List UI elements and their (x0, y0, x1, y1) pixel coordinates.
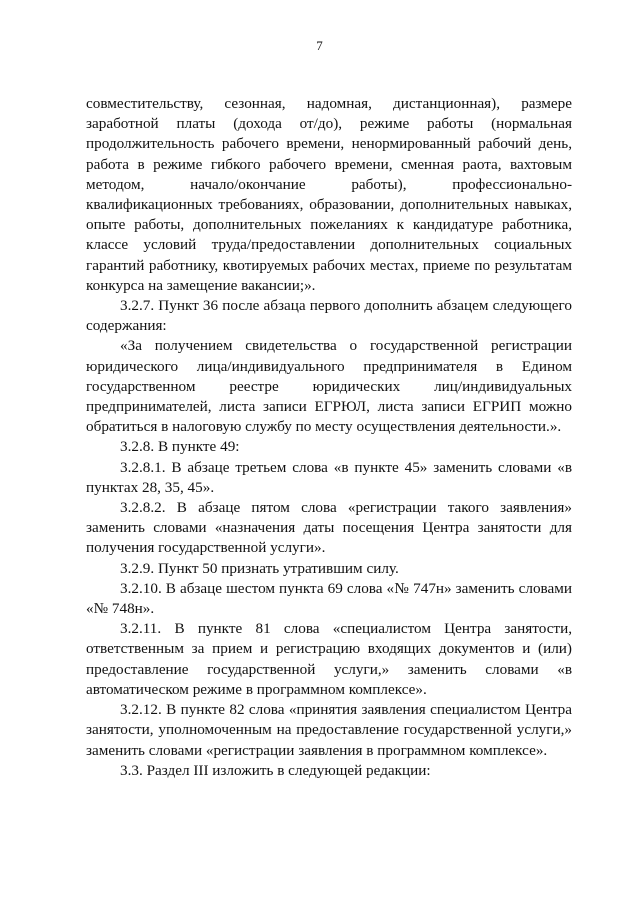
paragraph-3-2-12: 3.2.12. В пункте 82 слова «принятия заявления специалистом Центра занятости, уполномоченным на предоставление государственной услуги,» заменить словами «регистрации заявления в программном комплексе». (86, 701, 572, 759)
paragraph-3-2-8-2: 3.2.8.2. В абзаце пятом слова «регистрации такого заявления» заменить словами «назначения даты посещения Центра занятости для получения государственной услуги». (86, 499, 572, 557)
paragraph-3-2-8: 3.2.8. В пункте 49: (120, 438, 240, 456)
paragraph-quote-registration: «За получением свидетельства о государственной регистрации юридического лица/индивидуального предпринимателя в Едином государственном реестре юридических лиц/индивидуальных предпринимателей, листа записи ЕГРЮЛ, листа записи ЕГРИП можно обратиться в налоговую службу по месту осуществления деятельности.». (86, 337, 572, 436)
paragraph-3-2-8-1: 3.2.8.1. В абзаце третьем слова «в пункте 45» заменить словами «в пунктах 28, 35, 45». (86, 458, 572, 496)
paragraph-3-2-9: 3.2.9. Пункт 50 признать утратившим силу. (120, 559, 399, 577)
paragraph-3-2-7: 3.2.7. Пункт 36 после абзаца первого дополнить абзацем следующего содержания: (86, 297, 572, 335)
paragraph-continuation: совместительству, сезонная, надомная, дистанционная), размере заработной платы (дохода от/до), режиме работы (нормальная продолжительность рабочего времени, ненормированный рабочий день, работа в режиме гибкого рабочего времени, сменная раота, вахтовым методом, начало/окончание работы), профессионально-квалификационных требованиях, образовании, дополнительных навыках, опыте работы, дополнительных пожеланиях к кандидатуре работника, классе условий труда/предоставлении дополнительных социальных гарантий работнику, квотируемых рабочих местах, приеме по результатам конкурса на замещение вакансии;». (86, 95, 572, 294)
page-number: 7 (316, 38, 323, 53)
document-body (86, 94, 572, 781)
paragraph-3-2-11: 3.2.11. В пункте 81 слова «специалистом Центра занятости, ответственным за прием и регистрацию входящих документов и (или) предоставление государственной услуги,» заменить словами «в автоматическом режиме в программном комплексе». (86, 620, 572, 698)
paragraph-3-3: 3.3. Раздел III изложить в следующей редакции: (120, 761, 431, 779)
paragraph-3-2-10: 3.2.10. В абзаце шестом пункта 69 слова «№ 747н» заменить словами «№ 748н». (86, 579, 572, 618)
